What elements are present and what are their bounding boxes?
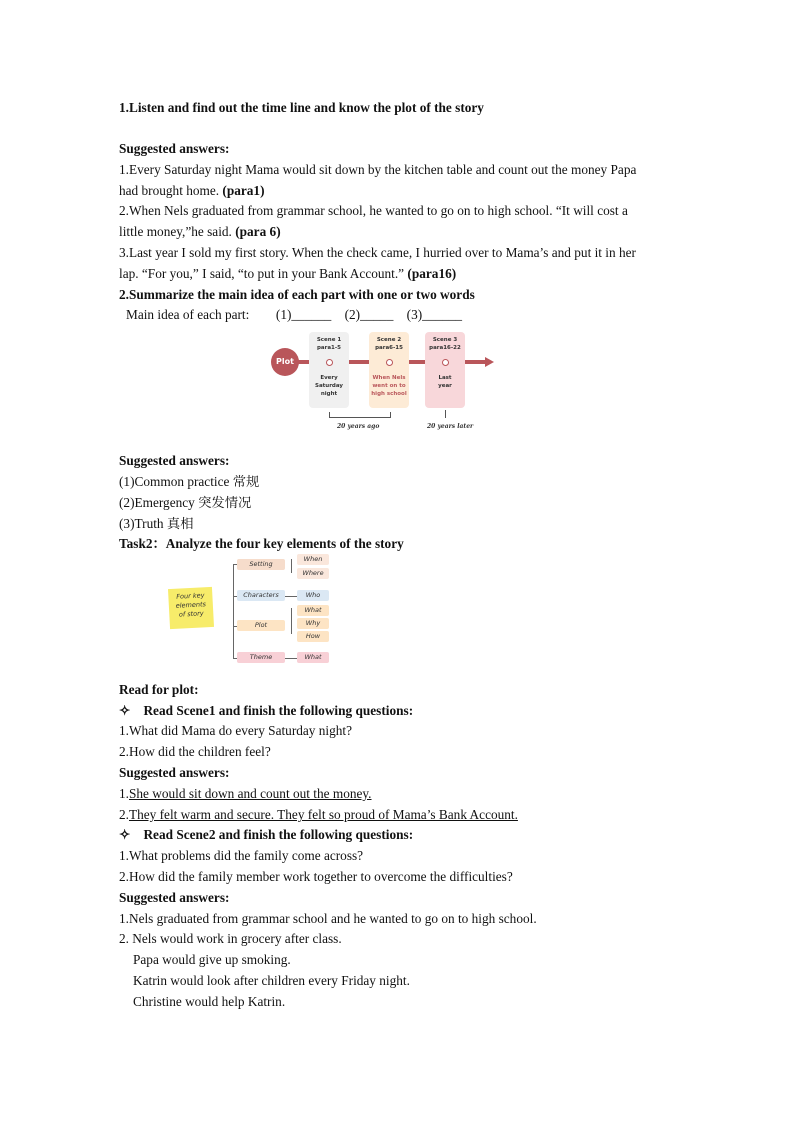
answer-3-line2: lap. “For you,” I said, “to put in your Bank Account.” (para16) bbox=[119, 266, 457, 281]
idea-answer-3: (3)Truth 真相 bbox=[119, 516, 194, 531]
scene1-question-2: 2.How did the children feel? bbox=[119, 744, 271, 759]
scene2-question-2: 2.How did the family member work together to overcome the difficulties? bbox=[119, 869, 513, 884]
scene-1-card: Scene 1 para1-5 Every Saturday night bbox=[309, 332, 349, 408]
setting-pill: Setting bbox=[237, 559, 285, 570]
scene2-answer-2: 2. Nels would work in grocery after class. bbox=[119, 931, 342, 946]
theme-what-pill: What bbox=[297, 652, 329, 663]
bullet-icon: ✧ bbox=[119, 827, 131, 842]
idea-answer-1: (1)Common practice 常规 bbox=[119, 474, 260, 489]
answer-3-line1: 3.Last year I sold my first story. When the check came, I hurried over to Mama’s and put it in her bbox=[119, 245, 636, 260]
scene2-answer-4: Katrin would look after children every Friday night. bbox=[133, 973, 410, 988]
scene2-suggested-label: Suggested answers: bbox=[119, 890, 230, 905]
scene2-answer-1: 1.Nels graduated from grammar school and he wanted to go on to high school. bbox=[119, 911, 537, 926]
label-20-years-ago: 20 years ago bbox=[337, 423, 380, 430]
label-20-years-later: 20 years later bbox=[427, 423, 474, 430]
why-pill: Why bbox=[297, 618, 329, 629]
scene2-answer-5: Christine would help Katrin. bbox=[133, 994, 286, 1009]
scene2-question-1: 1.What problems did the family come across? bbox=[119, 848, 364, 863]
suggested-answers-label-2: Suggested answers: bbox=[119, 453, 230, 468]
scene2-heading: ✧ Read Scene2 and finish the following questions: bbox=[119, 827, 414, 842]
answer-1-line1: 1.Every Saturday night Mama would sit down by the kitchen table and count out the money Papa bbox=[119, 162, 637, 177]
scene1-answer-2: 2.They felt warm and secure. They felt so proud of Mama’s Bank Account. bbox=[119, 807, 518, 822]
four-key-elements-note: Four key elements of story bbox=[168, 587, 214, 629]
task2-title: Task2：Analyze the four key elements of the story bbox=[119, 536, 404, 551]
suggested-answers-label: Suggested answers: bbox=[119, 141, 230, 156]
scene-2-card: Scene 2 para6-15 When Nels went on to high school bbox=[369, 332, 409, 408]
down-arrow-icon bbox=[445, 410, 446, 418]
answer-2-line2: little money,”he said. (para 6) bbox=[119, 224, 281, 239]
scene1-heading: ✧ Read Scene1 and finish the following questions: bbox=[119, 703, 414, 718]
theme-pill: Theme bbox=[237, 652, 285, 663]
answer-2-line1: 2.When Nels graduated from grammar school, he wanted to go on to high school. “It will cost a bbox=[119, 203, 628, 218]
bullet-icon: ✧ bbox=[119, 703, 131, 718]
scene2-answer-3: Papa would give up smoking. bbox=[133, 952, 291, 967]
read-for-plot-title: Read for plot: bbox=[119, 682, 199, 697]
characters-pill: Characters bbox=[237, 590, 285, 601]
how-pill: How bbox=[297, 631, 329, 642]
scene1-suggested-label: Suggested answers: bbox=[119, 765, 230, 780]
scene-3-card: Scene 3 para16-22 Last year bbox=[425, 332, 465, 408]
who-pill: Who bbox=[297, 590, 329, 601]
answer-1-line2: had brought home. (para1) bbox=[119, 183, 265, 198]
scene1-answer-1: 1.She would sit down and count out the money. bbox=[119, 786, 372, 801]
section1-title: 1.Listen and find out the time line and know the plot of the story bbox=[119, 100, 484, 115]
section2-title: 2.Summarize the main idea of each part with one or two words bbox=[119, 287, 475, 302]
key-elements-diagram bbox=[169, 556, 349, 666]
scene1-question-1: 1.What did Mama do every Saturday night? bbox=[119, 723, 353, 738]
main-idea-line: Main idea of each part: (1)______ (2)_____ (3)______ bbox=[126, 307, 463, 322]
plot-pill: Plot bbox=[237, 620, 285, 631]
plot-timeline-figure bbox=[267, 326, 507, 442]
when-pill: When bbox=[297, 554, 329, 565]
timeline-arrow-icon bbox=[485, 357, 494, 367]
plot-circle: Plot bbox=[271, 348, 299, 376]
what-pill: What bbox=[297, 605, 329, 616]
idea-answer-2: (2)Emergency 突发情况 bbox=[119, 495, 252, 510]
bracket bbox=[329, 412, 391, 418]
where-pill: Where bbox=[297, 568, 329, 579]
